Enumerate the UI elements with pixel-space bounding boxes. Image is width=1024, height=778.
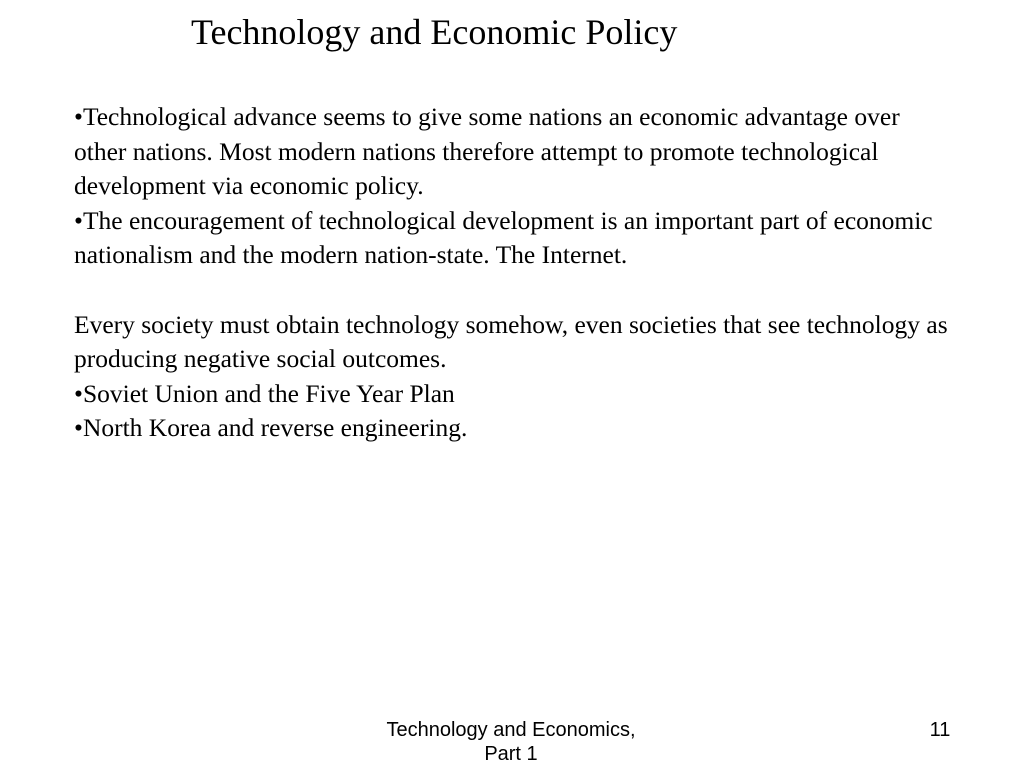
body-paragraph: Every society must obtain technology somehow, even societies that see technology as producing negative social outcomes. (74, 309, 948, 374)
bullet-item (74, 204, 954, 273)
bullet-icon: • (74, 102, 83, 131)
page-number: 11 (929, 719, 951, 741)
footer-title-line-2: Part 1 (484, 743, 538, 765)
bullet-item (74, 411, 954, 446)
bullet-text: Soviet Union and the Five Year Plan (82, 378, 455, 408)
footer-title (336, 718, 686, 766)
spacer (74, 273, 954, 308)
bullet-text: Technological advance seems to give some nations an economic advantage over other nations. Most modern nations therefore attempt to promote technological development via economic policy. (74, 102, 900, 201)
bullet-icon: • (74, 378, 83, 408)
footer-title-line-1: Technology and Economics, (386, 719, 636, 741)
bullet-item (74, 377, 954, 412)
bullet-icon: • (74, 413, 83, 443)
bullet-item (74, 100, 954, 204)
bullet-text: The encouragement of technological development is an important part of economic nationalism and the modern nation-state. The Internet. (74, 205, 933, 270)
bullet-text: North Korea and reverse engineering. (82, 413, 468, 443)
slide-title: Technology and Economic Policy (191, 12, 678, 52)
slide-body (74, 100, 954, 446)
bullet-icon: • (74, 205, 83, 235)
